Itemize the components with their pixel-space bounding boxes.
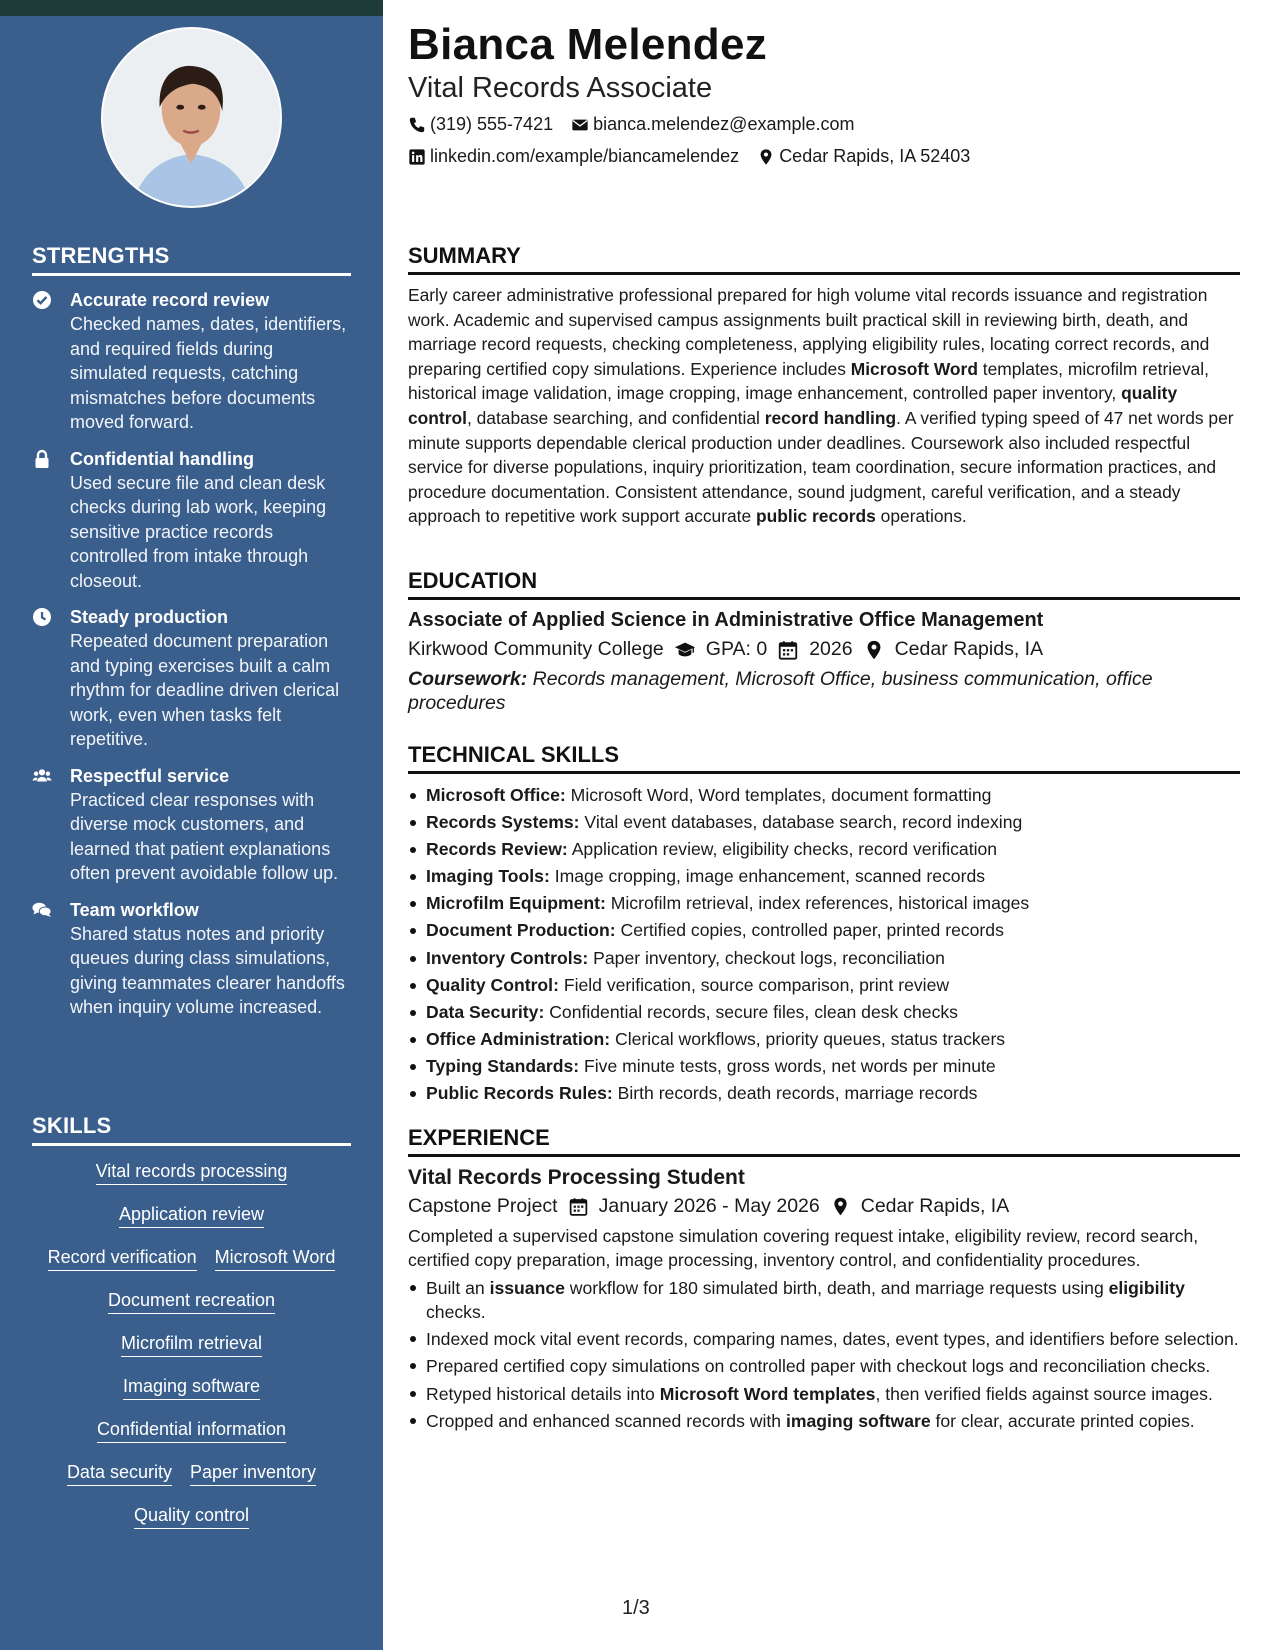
skills-cloud xyxy=(32,1160,351,1529)
degree-title: Associate of Applied Science in Administrative Office Management xyxy=(408,609,1044,631)
contact-row xyxy=(408,114,855,135)
skill-tag: Data security xyxy=(67,1461,172,1486)
skill-tag: Application review xyxy=(119,1203,264,1228)
strength-title: Team workflow xyxy=(70,899,199,920)
email-text: bianca.melendez@example.com xyxy=(593,114,855,134)
skill-tag: Document recreation xyxy=(108,1289,275,1314)
graduation-cap-icon xyxy=(674,639,696,661)
contact-row-2 xyxy=(408,146,970,167)
page-number: 1/3 xyxy=(622,1597,650,1619)
education-section xyxy=(408,568,1240,715)
sidebar-top-bar xyxy=(0,0,383,16)
map-pin-icon xyxy=(863,639,885,661)
skill-tag: Vital records processing xyxy=(96,1160,288,1185)
linkedin-icon xyxy=(408,148,426,166)
experience-meta xyxy=(408,1195,1240,1218)
experience-location: Cedar Rapids, IA xyxy=(860,1195,1010,1217)
skill-tag: Microsoft Word xyxy=(215,1246,336,1271)
strength-item xyxy=(32,605,351,752)
strength-item xyxy=(32,447,351,594)
calendar-icon xyxy=(777,639,799,661)
skill-tag: Microfilm retrieval xyxy=(121,1332,262,1357)
phone-contact[interactable] xyxy=(408,114,553,135)
candidate-name: Bianca Melendez xyxy=(408,20,768,69)
strength-text: Practiced clear responses with diverse mock customers, and learned that patient explanations often prevent avoidable follow up. xyxy=(70,789,339,883)
experience-bullets xyxy=(408,1276,1240,1434)
skills-heading: SKILLS xyxy=(32,1113,351,1146)
school-location: Cedar Rapids, IA xyxy=(894,638,1044,660)
school-name: Kirkwood Community College xyxy=(408,638,664,660)
linkedin-text: linkedin.com/example/biancamelendez xyxy=(430,146,740,166)
strength-item xyxy=(32,288,351,435)
location-contact xyxy=(757,146,970,167)
list-item: Built an issuance workflow for 180 simulated birth, death, and marriage requests using eligibility checks. xyxy=(408,1276,1240,1325)
list-item: Records Systems: Vital event databases, database search, record indexing xyxy=(408,809,1240,836)
check-circle-icon xyxy=(32,290,52,310)
technical-skills-section xyxy=(408,742,1240,1107)
strength-title: Accurate record review xyxy=(70,290,270,310)
map-pin-icon xyxy=(757,148,775,166)
list-item: Inventory Controls: Paper inventory, checkout logs, reconciliation xyxy=(408,945,1240,972)
list-item: Prepared certified copy simulations on controlled paper with checkout logs and reconciliation checks. xyxy=(408,1354,1240,1378)
skill-tag: Record verification xyxy=(48,1246,197,1271)
strength-item xyxy=(32,764,351,886)
lock-icon xyxy=(32,449,52,469)
summary-text: Early career administrative professional prepared for high volume vital records issuance and registration work. Academic and supervised campus assignments built practical skill in reviewing birth, death, and marriage record requests, checking completeness, applying eligibility rules, locating correct records, and preparing certified copy simulations. Experience includes Microsoft Word templates, microfilm retrieval, historical image validation, image cropping, image enhancement, controlled paper inventory, quality control, database searching, and confidential record handling. A verified typing speed of 47 net words per minute supports dependable clerical production under deadlines. Coursework also included respectful service for diverse populations, inquiry prioritization, team coordination, secure information practices, and procedure documentation. Consistent attendance, sound judgment, careful verification, and a steady approach to repetitive work support accurate public records operations. xyxy=(408,285,1234,527)
skill-tag: Confidential information xyxy=(97,1418,286,1443)
graduation-year: 2026 xyxy=(809,638,853,660)
education-heading: EDUCATION xyxy=(408,568,1240,600)
education-meta xyxy=(408,638,1240,661)
users-icon xyxy=(32,766,52,786)
technical-skills-heading: TECHNICAL SKILLS xyxy=(408,742,1240,774)
list-item: Data Security: Confidential records, secure files, clean desk checks xyxy=(408,999,1240,1026)
strength-title: Respectful service xyxy=(70,765,230,786)
skill-tag: Imaging software xyxy=(123,1375,260,1400)
strengths-section xyxy=(32,243,351,1020)
list-item: Public Records Rules: Birth records, death records, marriage records xyxy=(408,1080,1240,1107)
list-item: Document Production: Certified copies, controlled paper, printed records xyxy=(408,917,1240,944)
phone-icon xyxy=(408,116,426,134)
experience-org: Capstone Project xyxy=(408,1195,558,1217)
skill-tag: Quality control xyxy=(134,1504,249,1529)
calendar-icon xyxy=(568,1196,589,1217)
summary-heading: SUMMARY xyxy=(408,243,1240,275)
strength-text: Repeated document preparation and typing exercises built a calm rhythm for deadline driven clerical work, even when tasks felt repetitive. xyxy=(70,631,340,749)
list-item: Typing Standards: Five minute tests, gross words, net words per minute xyxy=(408,1053,1240,1080)
list-item: Indexed mock vital event records, comparing names, dates, event types, and identifiers before selection. xyxy=(408,1327,1240,1351)
clock-icon xyxy=(32,607,52,627)
envelope-icon xyxy=(571,116,589,134)
strength-text: Used secure file and clean desk checks during lab work, keeping sensitive practice records controlled from intake through closeout. xyxy=(70,472,327,591)
summary-section xyxy=(408,243,1240,529)
list-item: Office Administration: Clerical workflows, priority queues, status trackers xyxy=(408,1026,1240,1053)
experience-description: Completed a supervised capstone simulation covering request intake, eligibility review, record search, certified copy preparation, image processing, inventory control, and confidentiality procedures. xyxy=(408,1226,1199,1271)
location-text: Cedar Rapids, IA 52403 xyxy=(779,146,971,166)
strength-item xyxy=(32,898,351,1020)
list-item: Quality Control: Field verification, source comparison, print review xyxy=(408,972,1240,999)
experience-title: Vital Records Processing Student xyxy=(408,1166,745,1189)
job-title: Vital Records Associate xyxy=(408,72,713,104)
strength-title: Steady production xyxy=(70,607,229,627)
skills-section xyxy=(32,1113,351,1547)
list-item: Cropped and enhanced scanned records with imaging software for clear, accurate printed copies. xyxy=(408,1409,1240,1433)
phone-text: (319) 555-7421 xyxy=(430,114,554,134)
skill-tag: Paper inventory xyxy=(190,1461,316,1486)
profile-photo xyxy=(101,27,282,208)
strengths-heading: STRENGTHS xyxy=(32,243,351,276)
technical-skills-list xyxy=(408,782,1240,1107)
strength-title: Confidential handling xyxy=(70,448,254,469)
gpa-text: GPA: 0 xyxy=(705,638,768,660)
strength-text: Shared status notes and priority queues during class simulations, giving teammates clearer handoffs when inquiry volume increased. xyxy=(70,923,345,1017)
coursework: Coursework: Records management, Microsoft Office, business communication, office procedures xyxy=(408,668,1153,714)
email-contact[interactable] xyxy=(571,114,854,135)
list-item: Records Review: Application review, eligibility checks, record verification xyxy=(408,836,1240,863)
sidebar xyxy=(0,0,383,1650)
experience-section xyxy=(408,1125,1240,1436)
strength-text: Checked names, dates, identifiers, and required fields during simulated requests, catching mismatches before documents moved forward. xyxy=(70,314,347,432)
list-item: Retyped historical details into Microsoft Word templates, then verified fields against source images. xyxy=(408,1382,1240,1406)
map-pin-icon xyxy=(830,1196,851,1217)
list-item: Imaging Tools: Image cropping, image enhancement, scanned records xyxy=(408,863,1240,890)
list-item: Microfilm Equipment: Microfilm retrieval, index references, historical images xyxy=(408,890,1240,917)
comments-icon xyxy=(32,900,52,920)
experience-dates: January 2026 - May 2026 xyxy=(598,1195,820,1217)
experience-heading: EXPERIENCE xyxy=(408,1125,1240,1157)
linkedin-contact[interactable] xyxy=(408,146,739,167)
list-item: Microsoft Office: Microsoft Word, Word templates, document formatting xyxy=(408,782,1240,809)
